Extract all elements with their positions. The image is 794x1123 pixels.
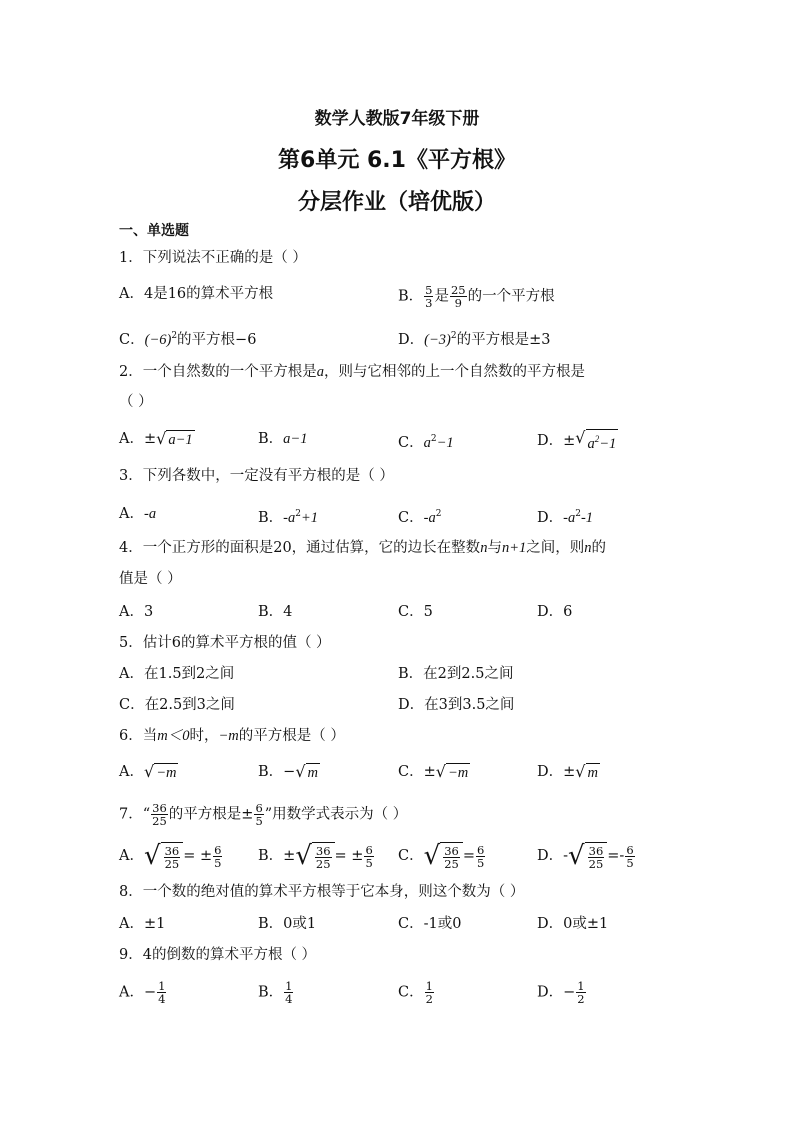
title-homework: 分层作业（培优版） [297, 190, 496, 215]
question-8-stem: 8．一个数的绝对值的算术平方根等于它本身，则这个数为（ ） [119, 884, 525, 900]
q5-option-c[interactable]: C．在2.5到3之间 [119, 697, 235, 713]
radical: √ $\frac{36}{25}$ [424, 842, 463, 870]
radical: √ $\frac{36}{25}$ [144, 842, 183, 870]
radical: √ $\frac{36}{25}$ [295, 842, 334, 870]
q9-option-d[interactable]: D．− $\frac{1}{2}$ [537, 979, 585, 1006]
q4-option-d[interactable]: D．6 [537, 604, 573, 620]
question-5-stem: 5．估计6的算术平方根的值（ ） [119, 635, 331, 651]
q2-option-c[interactable]: C．$a^2-1$ [398, 434, 454, 451]
q3-option-a[interactable]: A．-a [119, 506, 157, 522]
q3-option-c[interactable]: C．$-a^2$ [398, 509, 442, 526]
title-unit: 第6单元 6.1《平方根》 [278, 148, 516, 173]
question-1-stem: 1．下列说法不正确的是（ ） [119, 250, 307, 266]
q6-option-b[interactable]: B．− √ m [258, 761, 318, 781]
q9-option-c[interactable]: C． $\frac{1}{2}$ [398, 979, 433, 1006]
q4-option-a[interactable]: A．3 [119, 604, 154, 620]
q7-option-b[interactable]: B．± √ $\frac{36}{25}$ = ± $\frac{6}{5}$ [258, 841, 373, 871]
radical: √ −m [435, 761, 469, 781]
q8-option-c[interactable]: C．-1或0 [398, 916, 462, 932]
q3-option-d[interactable]: D．$-a^2-1$ [537, 509, 594, 526]
q5-option-a[interactable]: A．在1.5到2之间 [119, 666, 235, 682]
q1-option-a[interactable]: A．4是16的算术平方根 [119, 286, 274, 302]
q1-option-d[interactable]: D．$(-3)^2$的平方根是±3 [398, 331, 551, 348]
q8-option-b[interactable]: B．0或1 [258, 916, 317, 932]
q5-option-d[interactable]: D．在3到3.5之间 [398, 697, 515, 713]
radical: √ $\frac{36}{25}$ [568, 842, 607, 870]
q5-option-b[interactable]: B．在2到2.5之间 [398, 666, 514, 682]
q7-option-c[interactable]: C． √ $\frac{36}{25}$ = $\frac{6}{5}$ [398, 841, 485, 871]
q2-option-d[interactable]: D．± √ $a^2-1$ [537, 428, 617, 452]
q9-option-a[interactable]: A．− $\frac{1}{4}$ [119, 979, 166, 1006]
fraction: $\frac{5}{3}$ [425, 283, 433, 310]
question-3-stem: 3．下列各数中，一定没有平方根的是（ ） [119, 468, 394, 484]
question-4-stem-cont: 值是（ ） [119, 571, 182, 587]
title-textbook: 数学人教版7年级下册 [314, 109, 480, 129]
q9-option-b[interactable]: B． $\frac{1}{4}$ [258, 979, 293, 1006]
q6-option-a[interactable]: A． √ −m [119, 761, 177, 781]
q8-option-d[interactable]: D．0或±1 [537, 916, 609, 932]
question-6-stem: 6．当m＜0时，−m的平方根是（ ） [119, 728, 345, 744]
question-2-stem-cont: （ ） [119, 394, 153, 410]
fraction: $\frac{25}{9}$ [450, 283, 466, 310]
radical: √ a−1 [156, 428, 193, 448]
q6-option-c[interactable]: C．± √ −m [398, 761, 469, 781]
q4-option-c[interactable]: C．5 [398, 604, 433, 620]
question-7-stem: 7．“ $\frac{36}{25}$ 的平方根是± $\frac{6}{5}$ ”用数学式表示为（ ） [119, 801, 408, 828]
question-2-stem: 2．一个自然数的一个平方根是a，则与它相邻的上一个自然数的平方根是 [119, 364, 585, 380]
radical: √ −m [143, 761, 177, 781]
radical: √ $a^2-1$ [575, 428, 617, 452]
question-9-stem: 9．4的倒数的算术平方根（ ） [119, 947, 317, 963]
radical: √ m [295, 761, 318, 781]
question-4-stem: 4．一个正方形的面积是20，通过估算，它的边长在整数n与n+1之间，则n的 [119, 540, 606, 556]
q8-option-a[interactable]: A．±1 [119, 916, 166, 932]
q2-option-a[interactable]: A．± √ a−1 [119, 428, 193, 448]
fraction: $\frac{6}{5}$ [255, 801, 263, 828]
radical: √ m [575, 761, 598, 781]
q2-option-b[interactable]: B．a−1 [258, 431, 308, 447]
q1-option-c[interactable]: C．$(-6)^2$的平方根−6 [119, 331, 257, 348]
section-heading: 一、单选题 [119, 223, 189, 239]
q7-option-a[interactable]: A． √ $\frac{36}{25}$ = ± $\frac{6}{5}$ [119, 841, 222, 871]
q3-option-b[interactable]: B．$-a^2+1$ [258, 509, 319, 526]
q4-option-b[interactable]: B．4 [258, 604, 293, 620]
q6-option-d[interactable]: D．± √ m [537, 761, 598, 781]
fraction: $\frac{36}{25}$ [152, 801, 167, 828]
q1-option-b[interactable]: B． $\frac{5}{3}$ 是 $\frac{25}{9}$ 的一个平方根 [398, 283, 555, 310]
q7-option-d[interactable]: D．- √ $\frac{36}{25}$ =- $\frac{6}{5}$ [537, 841, 634, 871]
